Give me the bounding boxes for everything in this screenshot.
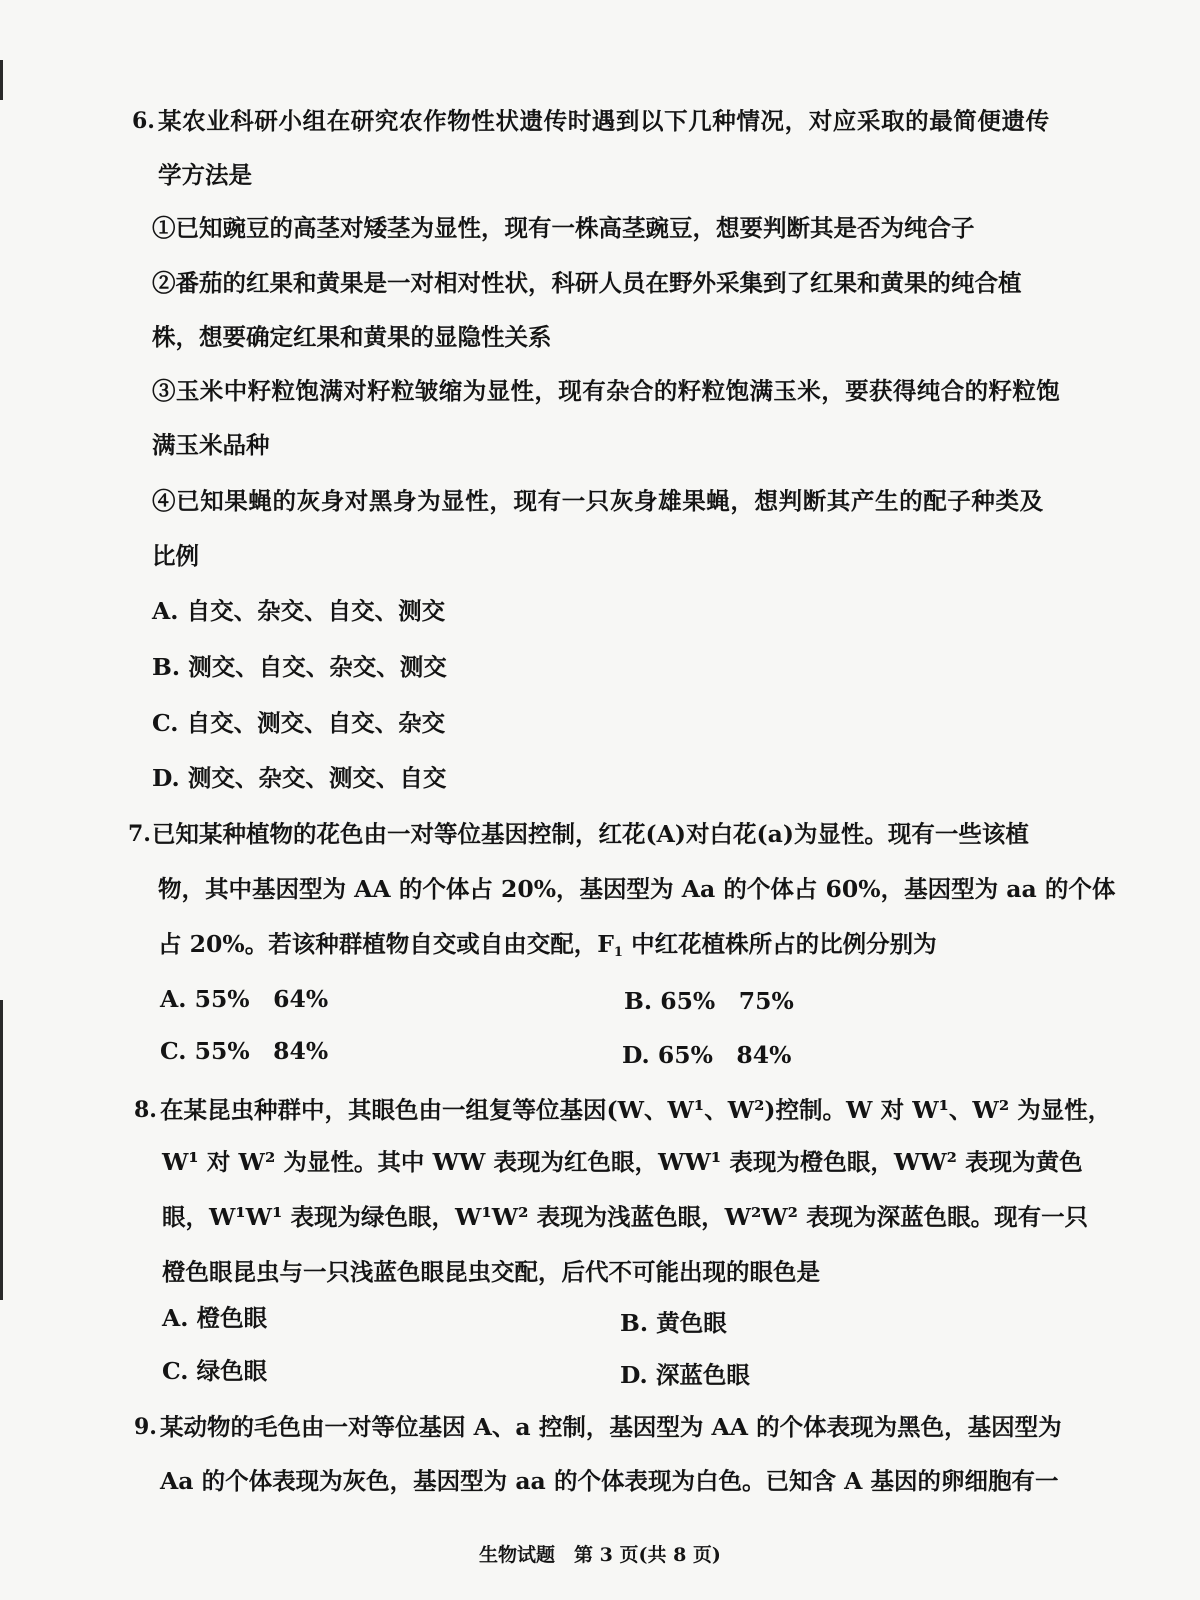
question-6-option-b: B. 测交、自交、杂交、测交 xyxy=(152,653,447,681)
question-6-case-2-line1: ②番茄的红果和黄果是一对相对性状，科研人员在野外采集到了红果和黄果的纯合植 xyxy=(152,269,1022,297)
question-6-option-c: C. 自交、测交、自交、杂交 xyxy=(152,709,446,737)
question-6-case-3-line1: ③玉米中籽粒饱满对籽粒皱缩为显性，现有杂合的籽粒饱满玉米，要获得纯合的籽粒饱 xyxy=(152,377,1061,405)
question-8-stem-line2: W¹ 对 W² 为显性。其中 WW 表现为红色眼，WW¹ 表现为橙色眼，WW² 表现为黄色 xyxy=(162,1148,1083,1176)
question-8-option-d: D. 深蓝色眼 xyxy=(620,1361,750,1389)
question-8-number: 8. xyxy=(134,1097,157,1123)
question-7-stem-line3-start: 占 20%。若该种群植物自交或自由交配，F xyxy=(158,930,614,958)
question-8-stem-line3: 眼，W¹W¹ 表现为绿色眼，W¹W² 表现为浅蓝色眼，W²W² 表现为深蓝色眼。现有一只 xyxy=(162,1203,1089,1231)
question-8-stem-line1: 在某昆虫种群中，其眼色由一组复等位基因(W、W¹、W²)控制。W 对 W¹、W² 为显性， xyxy=(160,1096,1112,1124)
question-6-stem-line2: 学方法是 xyxy=(158,161,252,189)
question-6-case-4-line1: ④已知果蝇的灰身对黑身为显性，现有一只灰身雄果蝇，想判断其产生的配子种类及 xyxy=(152,487,1044,515)
question-7-stem-line3-end: 中红花植株所占的比例分别为 xyxy=(622,930,937,958)
question-7-option-c: C. 55% 84% xyxy=(160,1037,329,1065)
f1-subscript: 1 xyxy=(613,945,623,960)
question-8-option-a: A. 橙色眼 xyxy=(162,1304,268,1332)
question-8-stem-line4: 橙色眼昆虫与一只浅蓝色眼昆虫交配，后代不可能出现的眼色是 xyxy=(162,1258,820,1286)
question-7-stem-line3 xyxy=(158,929,937,959)
question-8-option-b: B. 黄色眼 xyxy=(620,1309,727,1337)
question-7-option-b: B. 65% 75% xyxy=(624,987,794,1015)
question-6-case-4-line2: 比例 xyxy=(152,542,199,570)
scan-edge-mark xyxy=(0,1000,3,1300)
page-footer: 生物试题 第 3 页(共 8 页) xyxy=(479,1544,721,1566)
question-6-number: 6. xyxy=(132,108,155,134)
question-7-number: 7. xyxy=(128,821,151,847)
question-6-stem-line1: 某农业科研小组在研究农作物性状遗传时遇到以下几种情况，对应采取的最简便遗传 xyxy=(158,107,1050,135)
question-6-case-3-line2: 满玉米品种 xyxy=(152,431,270,459)
question-7-option-a: A. 55% 64% xyxy=(160,985,329,1013)
question-9-stem-line2: Aa 的个体表现为灰色，基因型为 aa 的个体表现为白色。已知含 A 基因的卵细胞有一 xyxy=(160,1467,1059,1495)
question-6-option-d: D. 测交、杂交、测交、自交 xyxy=(152,764,447,792)
question-6-case-2-line2: 株，想要确定红果和黄果的显隐性关系 xyxy=(152,323,552,351)
question-8-option-c: C. 绿色眼 xyxy=(162,1357,268,1385)
question-7-stem-line1: 已知某种植物的花色由一对等位基因控制，红花(A)对白花(a)为显性。现有一些该植 xyxy=(152,820,1029,848)
question-7-option-d: D. 65% 84% xyxy=(622,1041,792,1069)
scan-edge-mark xyxy=(0,60,3,100)
question-9-stem-line1: 某动物的毛色由一对等位基因 A、a 控制，基因型为 AA 的个体表现为黑色，基因型为 xyxy=(160,1413,1062,1441)
question-6-case-1: ①已知豌豆的高茎对矮茎为显性，现有一株高茎豌豆，想要判断其是否为纯合子 xyxy=(152,214,975,242)
question-6-option-a: A. 自交、杂交、自交、测交 xyxy=(152,597,446,625)
question-9-number: 9. xyxy=(134,1414,157,1440)
question-7-stem-line2: 物，其中基因型为 AA 的个体占 20%，基因型为 Aa 的个体占 60%，基因型为 aa 的个体 xyxy=(158,875,1116,903)
